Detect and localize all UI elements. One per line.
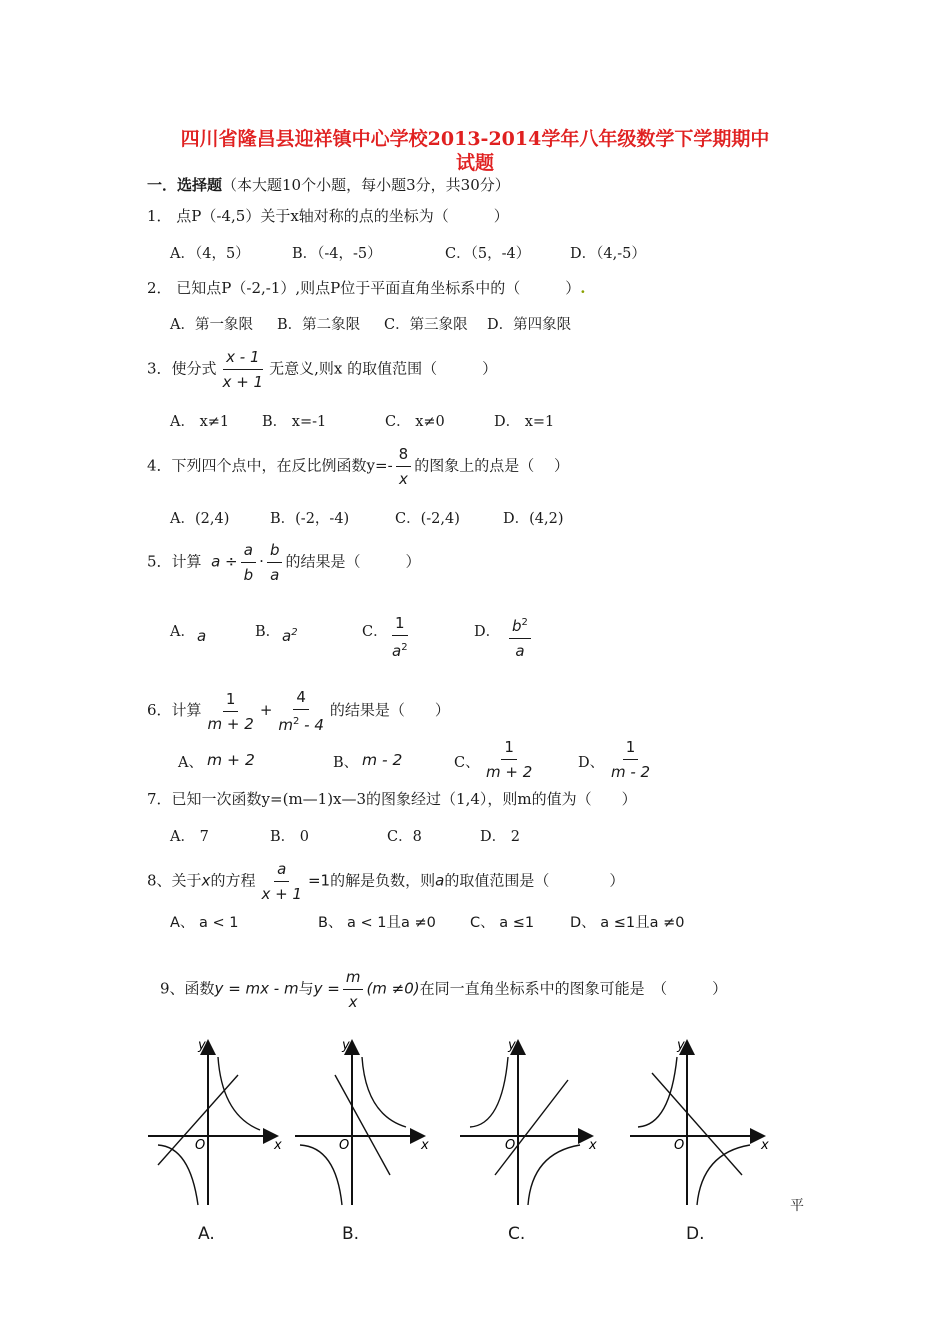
q8-eq: =1 [307,871,331,890]
q6-f2-den-sup: 2 [293,716,300,727]
q7-option-a: A． 7 [170,829,209,845]
q3-pre: 3．使分式 [147,359,217,378]
stray-dot: . [580,279,586,297]
q3-option-a: A． x≠1 [170,414,230,430]
q5-pre: 5．计算 [147,552,202,571]
question-4 [147,444,569,489]
q8-post: 的取值范围是（ ） [444,871,625,890]
q2-option-b: B．第二象限 [277,317,361,333]
question-7: 7．已知一次函数y=(m—1)x—3的图象经过（1,4），则m的值为（ ） [147,790,637,808]
q9-pre: 9、函数 [160,979,215,998]
graph-c [460,1038,597,1205]
q2-option-c: C．第三象限 [384,317,468,333]
question-3 [147,347,497,392]
graph-b-origin: O [339,1138,350,1153]
section-heading [147,174,510,195]
q7-option-d: D． 2 [480,829,520,845]
q3-fraction [220,347,267,392]
q9-graphs [140,1035,780,1235]
q6-optd-frac [608,737,653,782]
q6-optc-num: 1 [501,737,517,760]
graph-label-b: B. [342,1224,360,1244]
graph-c-y-label: y [508,1038,516,1053]
q4-pre: 4．下列四个点中，在反比例函数y=- [147,456,393,475]
graph-d-x-label: x [761,1138,769,1153]
graph-a-y-label: y [198,1038,206,1053]
stray-char: 平 [790,1198,804,1214]
q3-option-c: C． x≠0 [385,414,445,430]
q8-option-c: C、 a ≤1 [470,915,535,931]
q2-option-d: D．第四象限 [487,317,572,333]
q1-option-d: D．（4,-5） [570,246,646,262]
q7-option-c: C．8 [387,829,422,845]
q6-f2-den-a: m [278,716,294,734]
q6-label-a: A、 [178,755,203,771]
q9-fraction [343,967,364,1012]
q8-option-b: B、 a < 1且a ≠0 [318,915,436,931]
question-6 [147,687,450,735]
q5-optd-den: a [515,642,525,660]
q6-optd-num: 1 [623,737,639,760]
q1-option-a: A．（4，5） [170,246,250,262]
q5-option-c [386,613,414,661]
q5-optd-frac [509,613,531,661]
q9-f1: y = mx - m [214,979,299,998]
q9-f2a: y = [313,979,340,998]
q4-numerator: 8 [396,444,412,467]
q4-option-d: D．(4,2) [503,511,564,527]
q5-option-d [506,613,534,661]
q5-optc-den-exp: 2 [401,642,408,653]
graph-label-a: A. [198,1224,215,1244]
q3-denominator: x + 1 [222,373,264,391]
q5-optd-num-exp: 2 [521,617,528,628]
q1-option-c: C．（5，-4） [445,246,531,262]
q5-label-a: A． [170,624,195,640]
q8-a: a [435,871,445,890]
q5-f2-den: a [270,566,280,584]
q8-fraction [258,859,305,904]
q9-den: x [348,993,358,1011]
q6-f1-num: 1 [223,689,239,712]
q2-text: 2． 已知点P（-2,-1）,则点P位于平面直角坐标系中的（ ） [147,279,581,297]
q3-numerator: x - 1 [223,347,262,370]
graph-b-x-label: x [421,1138,429,1153]
q4-option-b: B．(-2，-4) [270,511,350,527]
q3-option-b: B． x=-1 [262,414,327,430]
q8-num: a [274,859,289,882]
q4-denominator: x [398,470,408,488]
q5-a: a ÷ [211,552,238,571]
q6-f2-den [275,710,327,735]
q5-option-a: a [197,627,207,645]
q6-f2-num: 4 [293,687,309,710]
graph-d-y-label: y [677,1038,685,1053]
q6-fraction-2 [275,687,327,735]
q3-post: 无意义,则x 的取值范围（ ） [269,359,498,378]
q5-f1-num: a [241,540,256,563]
q7-option-b: B． 0 [270,829,309,845]
graph-c-origin: O [505,1138,516,1153]
q6-f1-den: m + 2 [207,714,254,733]
q8-mid2: 的解是负数，则 [330,871,436,890]
question-9 [160,967,727,1012]
q8-option-a: A、 a < 1 [170,915,239,931]
graph-a-x-label: x [274,1138,282,1153]
q5-label-c: C． [362,624,388,640]
q9-mid: 与 [298,979,314,998]
q2-option-a: A．第一象限 [170,317,253,333]
q6-label-c: C、 [454,755,480,771]
q6-post: 的结果是（ ） [329,701,450,719]
q5-optd-num [509,613,531,639]
question-2 [147,277,586,298]
q8-den: x + 1 [261,885,302,903]
page-title: 四川省隆昌县迎祥镇中心学校2013-2014学年八年级数学下学期期中 [180,128,770,150]
q9-f2b: (m ≠0) [366,979,420,998]
graph-a [148,1038,282,1205]
q5-optc-den [389,636,411,661]
question-5 [147,540,420,585]
q5-option-b [282,627,298,645]
q5-optc-frac [389,613,411,661]
q5-label-b: B． [255,624,281,640]
question-1: 1． 点P（-4,5）关于x轴对称的点的坐标为（ ） [147,207,509,225]
q5-dot: · [259,552,264,571]
q3-option-d: D． x=1 [494,414,555,430]
q6-plus: + [259,701,273,719]
q5-optc-den-base: a [392,642,402,660]
section-note: （本大题10个小题，每小题3分，共30分） [222,176,510,194]
q5-optd-num-base: b [512,617,522,635]
q6-fraction-1 [205,689,257,734]
q8-option-d: D、 a ≤1且a ≠0 [570,915,685,931]
q5-optb-base: a [282,627,292,645]
graph-a-origin: O [195,1138,206,1153]
q6-optd-den: m - 2 [611,763,651,781]
q4-post: 的图象上的点是（ ） [414,456,569,475]
q5-f2-num: b [267,540,283,563]
q6-optc-den: m + 2 [486,763,533,781]
q5-optc-num: 1 [392,613,408,636]
q8-mid: 的方程 [210,871,256,890]
graph-d [630,1038,769,1205]
q6-optc-frac [483,737,535,782]
q9-post: 在同一直角坐标系中的图象可能是 （ ） [419,979,728,998]
q5-post: 的结果是（ ） [285,552,421,571]
graph-d-origin: O [674,1138,685,1153]
graph-c-x-label: x [589,1138,597,1153]
q6-f2-den-b: - 4 [299,716,324,734]
q6-option-a: m + 2 [207,751,255,769]
q5-label-d: D． [474,624,501,640]
q6-option-d [605,737,656,782]
q5-fraction-1 [241,540,257,585]
graph-label-d: D. [686,1224,705,1244]
q6-label-d: D、 [578,755,605,771]
q5-f1-den: b [243,566,254,584]
q9-num: m [343,967,364,990]
q6-option-c [480,737,538,782]
q5-fraction-2 [267,540,283,585]
q1-option-b: B．（-4，-5） [292,246,382,262]
page-title-line2: 试题 [455,152,494,174]
graph-b [295,1038,429,1205]
q6-pre: 6．计算 [147,701,202,719]
graph-label-c: C. [508,1224,526,1244]
question-8 [147,859,624,904]
q4-option-a: A．(2,4) [170,511,230,527]
section-head: 一．选择题 [147,176,223,194]
q4-fraction [396,444,412,489]
q4-option-c: C．(-2,4) [395,511,460,527]
q6-label-b: B、 [333,755,359,771]
graph-b-y-label: y [342,1038,350,1053]
q8-x: x [201,871,211,890]
q6-option-b: m - 2 [362,751,403,769]
q5-optb-exp: 2 [291,627,298,638]
q8-pre: 8、关于 [147,871,202,890]
